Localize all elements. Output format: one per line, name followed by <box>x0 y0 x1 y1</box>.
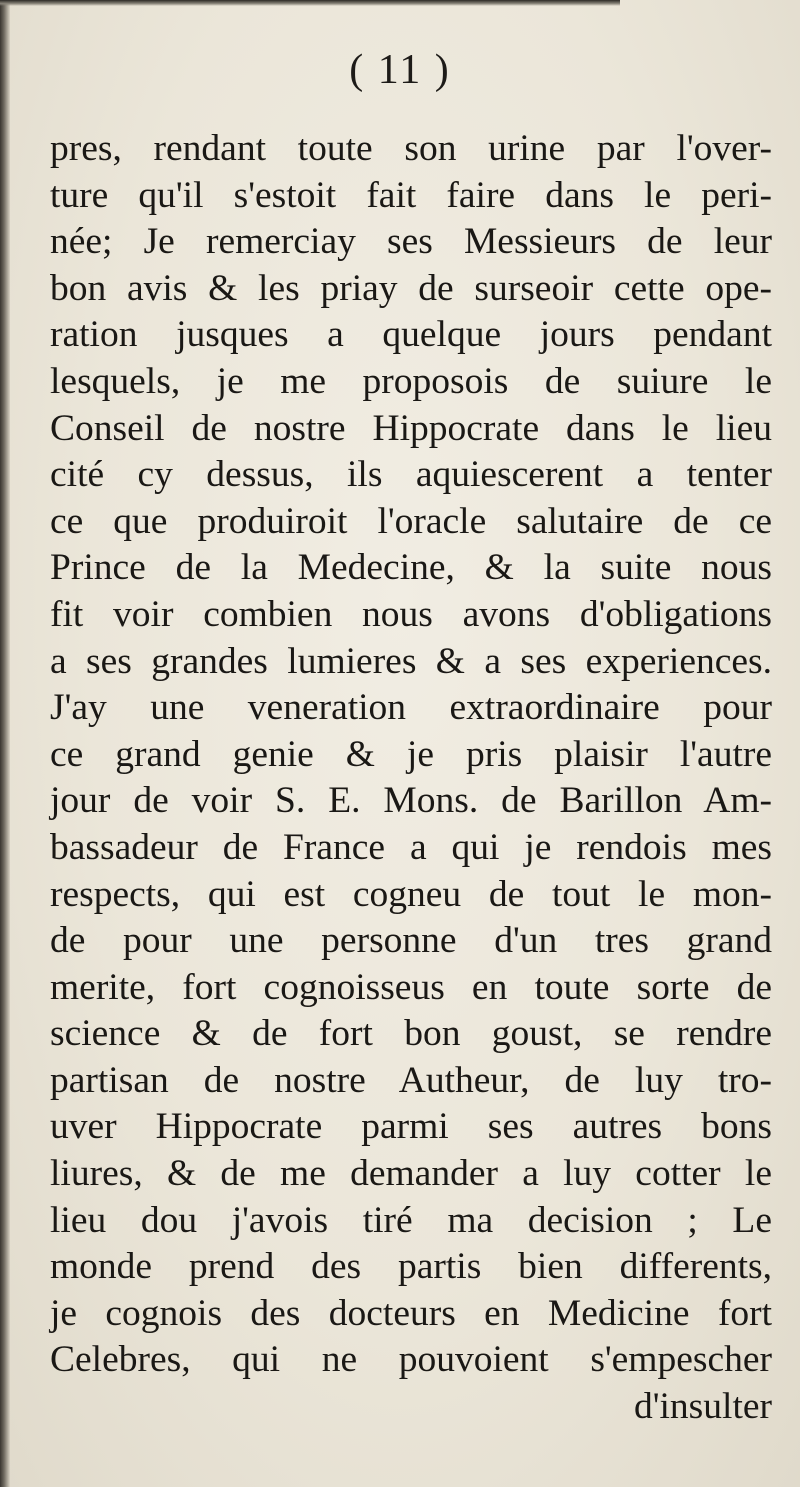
text-line: lesquels, je me proposois de suiure le <box>50 360 772 402</box>
text-line: science & de fort bon goust, se rendre <box>50 1013 772 1055</box>
text-line: J'ay une veneration extraordinaire pour <box>50 687 772 729</box>
text-line: née; Je remerciay ses Messieurs de leur <box>50 221 772 263</box>
text-line: Prince de la Medecine, & la suite nous <box>50 547 772 589</box>
text-line: merite, fort cognoisseus en toute sorte de <box>50 966 772 1008</box>
text-line: fit voir combien nous avons d'obligations <box>50 593 772 635</box>
text-line: uver Hippocrate parmi ses autres bons <box>50 1106 772 1148</box>
text-line: ce grand genie & je pris plaisir l'autre <box>50 733 772 775</box>
text-line: ration jusques a quelque jours pendant <box>50 314 772 356</box>
text-line: respects, qui est cogneu de tout le mon- <box>50 873 772 915</box>
text-line: pres, rendant toute son urine par l'over- <box>50 128 772 169</box>
text-line: jour de voir S. E. Mons. de Barillon Am- <box>50 780 772 822</box>
text-line: lieu dou j'avois tiré ma decision ; Le <box>50 1199 772 1241</box>
text-line: bon avis & les priay de surseoir cette ope- <box>50 267 772 309</box>
text-line: de pour une personne d'un tres grand <box>50 920 772 962</box>
text-line: monde prend des partis bien differents, <box>50 1246 772 1288</box>
body-text <box>50 126 772 1431</box>
text-line: ture qu'il s'estoit fait faire dans le peri- <box>50 174 772 216</box>
text-line: a ses grandes lumieres & a ses experiences. <box>50 640 772 682</box>
text-line: bassadeur de France a qui je rendois mes <box>50 826 772 868</box>
text-line: je cognois des docteurs en Medicine fort <box>50 1292 772 1334</box>
catchword: d'insulter <box>634 1386 772 1428</box>
text-line: ce que produiroit l'oracle salutaire de ce <box>50 500 772 542</box>
text-line: cité cy dessus, ils aquiescerent a tenter <box>50 454 772 496</box>
text-line: Conseil de nostre Hippocrate dans le lieu <box>50 407 772 449</box>
page-top-shadow <box>0 0 620 6</box>
page-number: ( 11 ) <box>349 47 451 93</box>
page-binding-shadow <box>0 0 10 1487</box>
text-line: liures, & de me demander a luy cotter le <box>50 1153 772 1195</box>
text-line: Celebres, qui ne pouvoient s'empescher <box>50 1339 772 1381</box>
text-line: partisan de nostre Autheur, de luy tro- <box>50 1059 772 1101</box>
